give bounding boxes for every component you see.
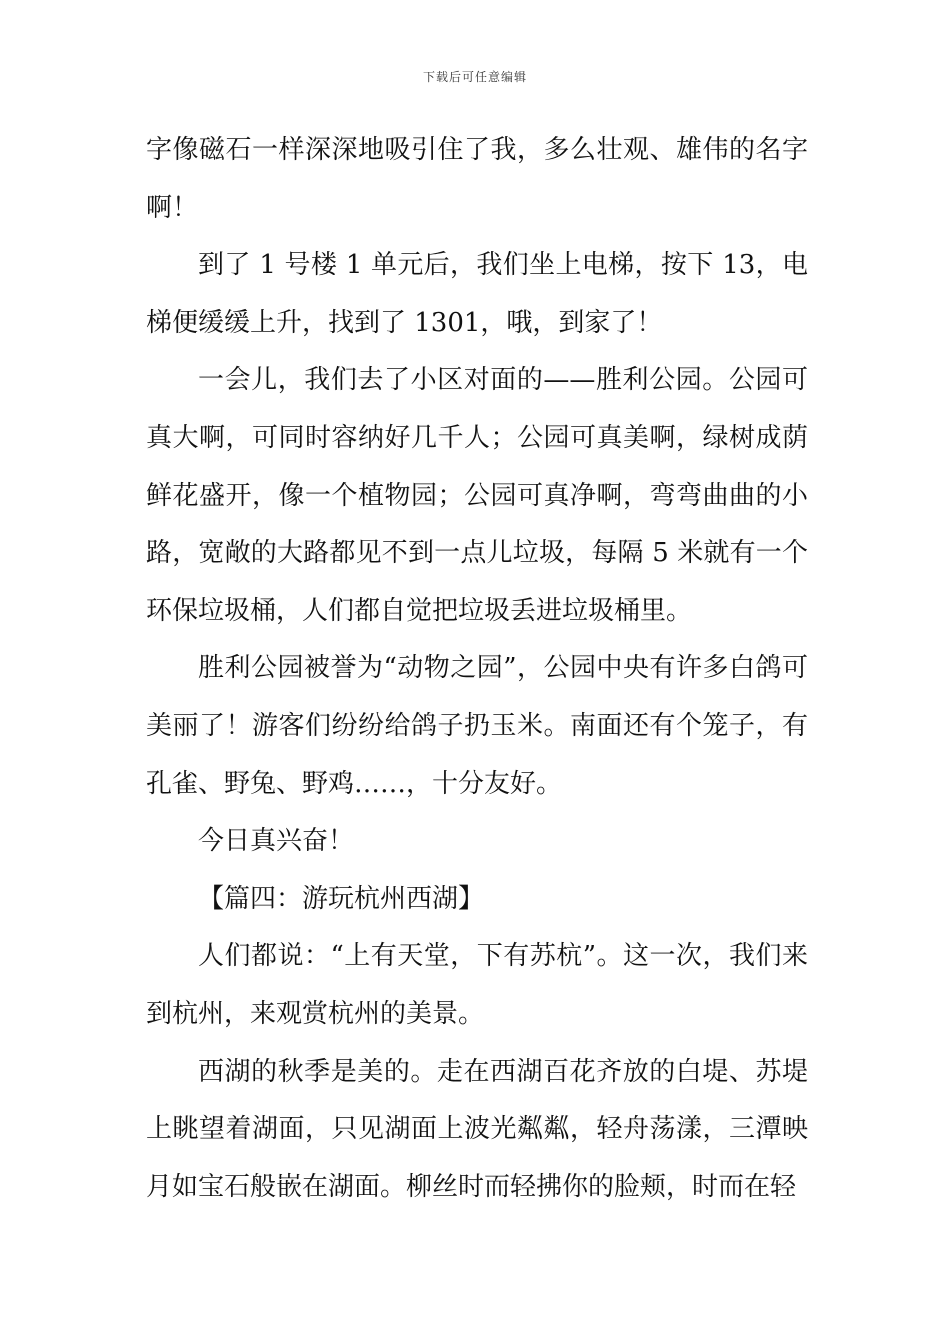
paragraph-5: 今日真兴奋！ <box>198 826 355 857</box>
paragraph-1: 字像磁石一样深深地吸引住了我，多么壮观、雄伟的名字啊！ <box>146 135 808 223</box>
paragraph-2: 到了 1 号楼 1 单元后，我们坐上电梯，按下 13，电梯便缓缓上升，找到了 1301，哦，到家了！ <box>146 250 808 338</box>
paragraph-3: 一会儿，我们去了小区对面的——胜利公园。公园可真大啊，可同时容纳好几千人；公园可真美啊，绿树成荫鲜花盛开，像一个植物园；公园可真净啊，弯弯曲曲的小路，宽敞的大路都见不到一点儿垃圾，每隔 5 米就有一个环保垃圾桶，人们都自觉把垃圾丢进垃圾桶里。 <box>146 365 808 626</box>
paragraph-4: 胜利公园被誉为“动物之园”，公园中央有许多白鸽可美丽了！游客们纷纷给鸽子扔玉米。南面还有个笼子，有孔雀、野兔、野鸡……，十分友好。 <box>146 653 808 799</box>
page-header-note: 下载后可任意编辑 <box>422 70 527 84</box>
section-heading: 【篇四：游玩杭州西湖】 <box>198 883 485 914</box>
paragraph-7: 西湖的秋季是美的。走在西湖百花齐放的白堤、苏堤上眺望着湖面，只见湖面上波光粼粼，轻舟荡漾，三潭映月如宝石般嵌在湖面。柳丝时而轻拂你的脸颊，时而在轻 <box>146 1056 808 1202</box>
paragraph-6: 人们都说：“上有天堂，下有苏杭”。这一次，我们来到杭州，来观赏杭州的美景。 <box>146 941 808 1029</box>
document-body <box>146 122 808 1216</box>
